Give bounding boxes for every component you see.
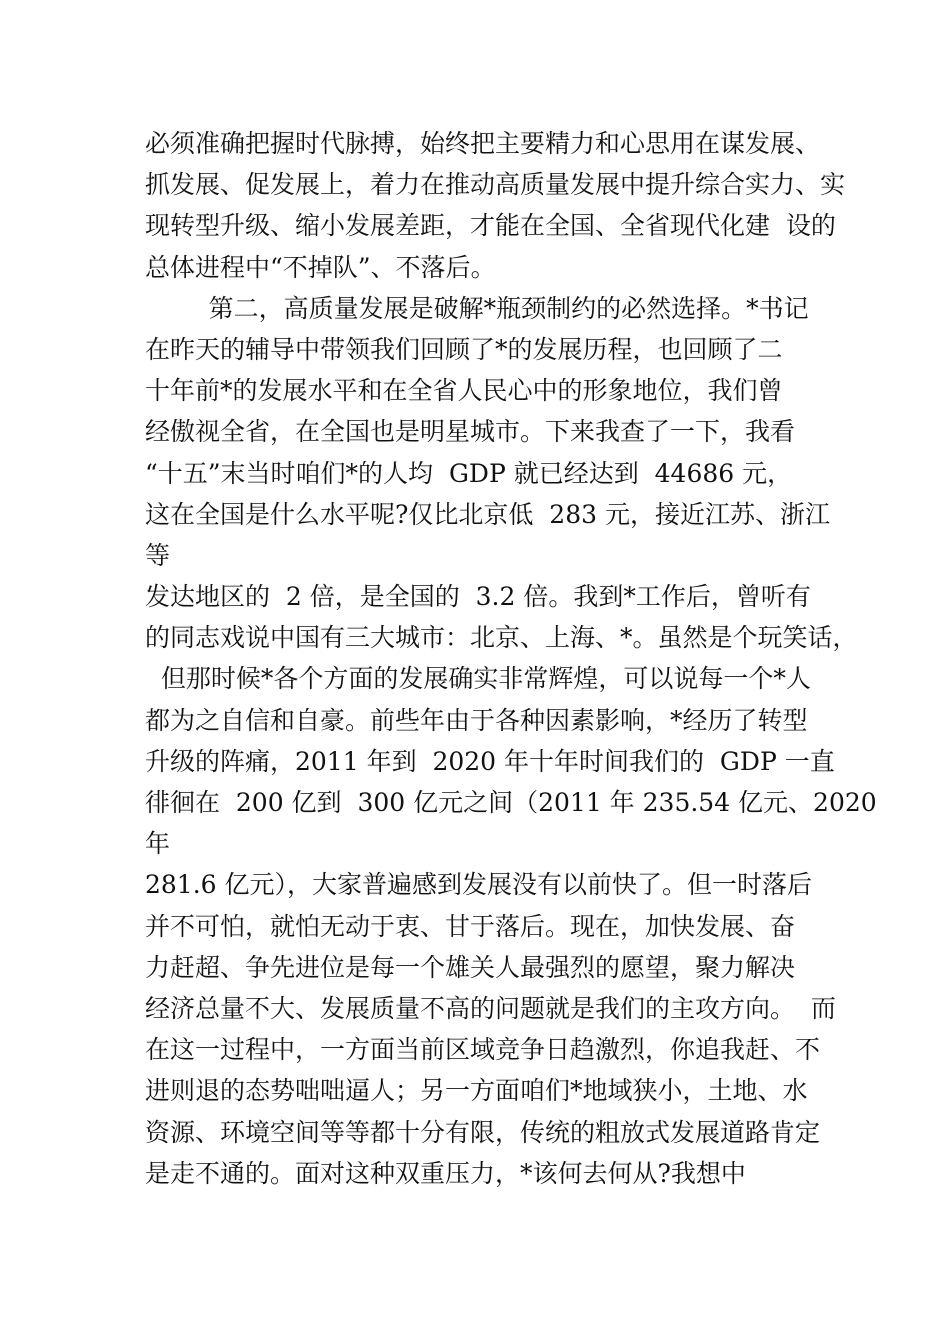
text-line: 十年前*的发展水平和在全省人民心中的形象地位，我们曾 — [145, 376, 783, 406]
text-line: 的同志戏说中国有三大城市：北京、上海、*。虽然是个玩笑话， — [145, 623, 858, 653]
text-line: 经傲视全省，在全国也是明星城市。下来我查了一下，我看 — [145, 417, 796, 447]
text-line: 并不可怕，就怕无动于衷、甘于落后。现在，加快发展、奋 — [145, 911, 796, 941]
text-line: 都为之自信和自豪。前些年由于各种因素影响，*经历了转型 — [145, 705, 808, 735]
text-line: 升级的阵痛，2011 年到 2020 年十年时间我们的 GDP 一直 — [145, 746, 835, 776]
text-line: 总体进程中“不掉队”、不落后。 — [145, 252, 496, 282]
text-line: 经济总量不大、发展质量不高的问题就是我们的主攻方向。 而 — [145, 993, 836, 1023]
text-line: 力赶超、争先进位是每一个雄关人最强烈的愿望，聚力解决 — [145, 952, 796, 982]
text-line: 抓发展、促发展上，着力在推动高质量发展中提升综合实力、实 — [145, 170, 846, 200]
text-line: 资源、环境空间等等都十分有限，传统的粗放式发展道路肯定 — [145, 1117, 821, 1147]
body-text — [145, 123, 877, 1194]
text-line: 必须准确把握时代脉搏，始终把主要精力和心思用在谋发展、 — [145, 129, 821, 158]
text-line: 现转型升级、缩小发展差距，才能在全国、全省现代化建 设的 — [145, 211, 836, 241]
text-line: “十五”末当时咱们*的人均 GDP 就已经达到 44686 元， — [145, 458, 793, 488]
text-line: 在这一过程中，一方面当前区域竞争日趋激烈，你追我赶、不 — [145, 1035, 821, 1065]
text-line: 但那时候*各个方面的发展确实非常辉煌，可以说每一个*人 — [145, 664, 811, 694]
text-line: 进则退的态势咄咄逼人；另一方面咱们*地域狭小，土地、水 — [145, 1076, 808, 1106]
text-line: 281.6 亿元），大家普遍感到发展没有以前快了。但一时落后 — [145, 870, 813, 900]
text-line: 徘徊在 200 亿到 300 亿元之间（2011 年 235.54 亿元、2020 — [145, 788, 877, 817]
paragraph-start-line: 第二，高质量发展是破解*瓶颈制约的必然选择。*书记 — [145, 293, 809, 323]
text-line: 在昨天的辅导中带领我们回顾了*的发展历程，也回顾了二 — [145, 334, 783, 364]
text-line: 是走不通的。面对这种双重压力，*该何去何从?我想中 — [145, 1158, 746, 1188]
text-line: 发达地区的 2 倍，是全国的 3.2 倍。我到*工作后，曾听有 — [145, 582, 811, 612]
text-line: 这在全国是什么水平呢?仅比北京低 283 元，接近江苏、浙江 — [145, 499, 830, 529]
text-line: 年 — [145, 829, 171, 859]
text-line: 等 — [145, 540, 171, 570]
